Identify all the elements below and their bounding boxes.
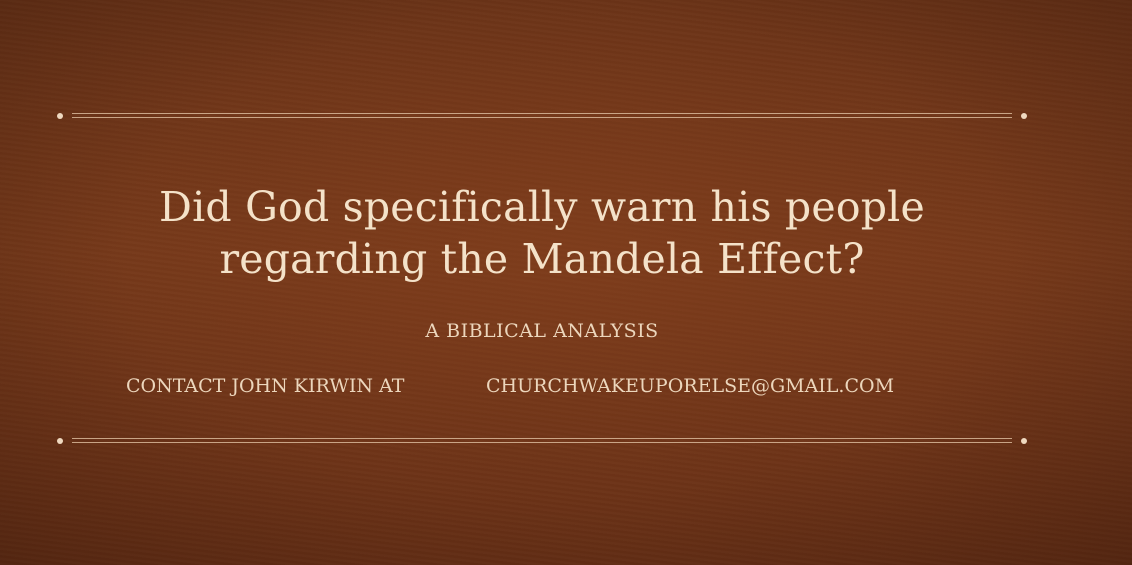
rule-right-dot xyxy=(1021,438,1027,444)
contact-email: CHURCHWAKEUPORELSE@GMAIL.COM xyxy=(486,375,895,397)
rule-right-dot xyxy=(1021,113,1027,119)
rule-line xyxy=(72,117,1012,118)
top-double-rule xyxy=(60,112,1024,120)
rule-line xyxy=(72,442,1012,443)
contact-line xyxy=(126,375,1006,397)
contact-label: CONTACT JOHN KIRWIN AT xyxy=(126,375,405,397)
rule-left-dot xyxy=(57,438,63,444)
slide-subtitle: A BIBLICAL ANALYSIS xyxy=(425,320,659,342)
bottom-double-rule xyxy=(60,437,1024,445)
title-line-2: regarding the Mandela Effect? xyxy=(219,235,865,283)
title-line-1: Did God specifically warn his people xyxy=(159,183,925,231)
rule-line xyxy=(72,438,1012,439)
slide-title xyxy=(60,181,1024,285)
rule-left-dot xyxy=(57,113,63,119)
rule-line xyxy=(72,113,1012,114)
